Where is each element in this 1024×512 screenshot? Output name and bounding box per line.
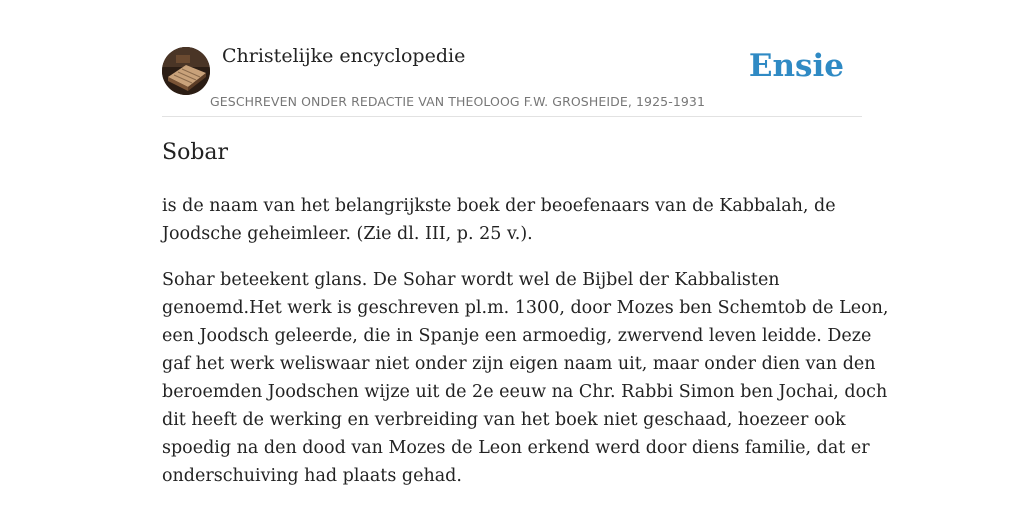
page (162, 0, 889, 486)
paragraph-line: spoedig na den dood van Mozes de Leon erkend werd door diens familie, dat er (162, 438, 870, 458)
paragraph-line: is de naam van het belangrijkste boek der beoefenaars van de Kabbalah, de (162, 196, 836, 216)
site-avatar[interactable] (162, 47, 210, 95)
paragraph-line: Joodsche geheimleer. (Zie dl. III, p. 25 v.). (162, 224, 533, 244)
article-title: Sobar (162, 140, 229, 165)
paragraph-line: onderschuiving had plaats gehad. (162, 466, 462, 486)
site-name[interactable]: Christelijke encyclopedie (222, 45, 466, 67)
paragraph-line: gaf het werk weliswaar niet onder zijn eigen naam uit, maar onder dien van den (162, 354, 876, 374)
paragraph-line: Sohar beteekent glans. De Sohar wordt wel de Bijbel der Kabbalisten (162, 270, 780, 290)
paragraph-line: dit heeft de werking en verbreiding van het boek niet geschaad, hoezeer ook (162, 410, 846, 430)
article-body (162, 192, 889, 508)
paragraph-line: genoemd.Het werk is geschreven pl.m. 1300, door Mozes ben Schemtob de Leon, (162, 298, 889, 318)
ensie-logo-link[interactable]: Ensie (748, 48, 844, 84)
article-paragraph (162, 192, 862, 248)
site-subtitle: GESCHREVEN ONDER REDACTIE VAN THEOLOOG F.W. GROSHEIDE, 1925-1931 (210, 94, 706, 109)
article-paragraph (162, 266, 889, 490)
book-photo-icon (162, 47, 210, 95)
paragraph-line: een Joodsch geleerde, die in Spanje een armoedig, zwervend leven leidde. Deze (162, 326, 872, 346)
paragraph-line: beroemden Joodschen wijze uit de 2e eeuw na Chr. Rabbi Simon ben Jochai, doch (162, 382, 888, 402)
site-header (162, 0, 862, 117)
